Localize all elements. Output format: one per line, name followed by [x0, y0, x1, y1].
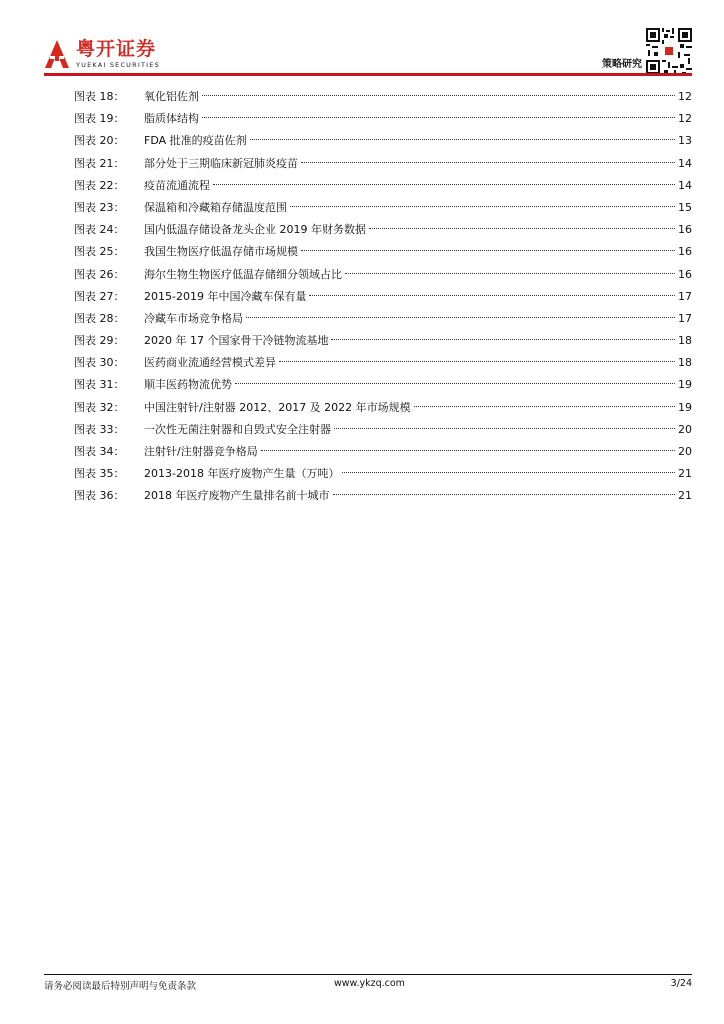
toc-entry-page: 21 [678, 467, 692, 481]
toc-entry[interactable] [74, 108, 692, 130]
toc-entry-label: 图表 26： [74, 267, 125, 281]
toc-entry-page: 16 [678, 223, 692, 237]
footer-disclaimer[interactable]: 请务必阅读最后特别声明与免责条款 [44, 981, 197, 992]
toc-entry[interactable] [74, 130, 692, 152]
toc-entry[interactable] [74, 352, 692, 374]
toc-entry-title: 我国生物医疗低温存储市场规模 [144, 245, 298, 259]
qr-code-icon [646, 28, 692, 74]
toc-entry-title: 疫苗流通流程 [144, 178, 210, 192]
toc-entry-page: 14 [678, 156, 692, 170]
toc-leader [334, 428, 675, 429]
toc-leader [202, 95, 675, 96]
toc-entry[interactable] [74, 419, 692, 441]
toc-entry-label: 图表 19： [74, 112, 125, 126]
toc-entry[interactable] [74, 264, 692, 286]
toc-leader [309, 295, 675, 296]
toc-entry-page: 19 [678, 400, 692, 414]
toc-entry-title: 2020 年 17 个国家骨干冷链物流基地 [144, 334, 329, 348]
toc-entry[interactable] [74, 397, 692, 419]
toc-entry-label: 图表 18： [74, 90, 125, 103]
toc-leader [331, 339, 675, 340]
toc-entry-page: 17 [678, 311, 692, 325]
toc-entry-label: 图表 23： [74, 200, 125, 214]
toc-entry-title: 保温箱和冷藏箱存储温度范围 [144, 200, 287, 214]
toc-entry-label: 图表 29： [74, 334, 125, 348]
toc-entry-title: 脂质体结构 [144, 112, 199, 126]
toc-entry-page: 12 [678, 90, 692, 103]
toc-entry-title: 2013-2018 年医疗废物产生量（万吨） [144, 467, 340, 481]
toc-entry[interactable] [74, 441, 692, 463]
toc-entry-label: 图表 20： [74, 134, 125, 148]
toc-leader [250, 139, 675, 140]
toc-entry-label: 图表 36： [74, 489, 125, 503]
toc-entry-title: 2015-2019 年中国冷藏车保有量 [144, 289, 307, 303]
toc-entry-label: 图表 30： [74, 356, 125, 370]
toc-entry[interactable] [74, 374, 692, 396]
toc-entry-label: 图表 24： [74, 223, 125, 237]
toc-entry-page: 16 [678, 267, 692, 281]
toc-leader [235, 383, 675, 384]
toc-leader [414, 406, 675, 407]
figure-index-list [74, 86, 692, 508]
logo-name-en: YUEKAI SECURITIES [76, 61, 160, 69]
toc-entry[interactable] [74, 308, 692, 330]
toc-entry-title: 中国注射针/注射器 2012、2017 及 2022 年市场规模 [144, 400, 411, 414]
toc-leader [369, 228, 675, 229]
toc-entry[interactable] [74, 153, 692, 175]
toc-leader [290, 206, 675, 207]
toc-leader [202, 117, 675, 118]
toc-entry-page: 13 [678, 134, 692, 148]
toc-entry-title: 海尔生物生物医疗低温存储细分领域占比 [144, 267, 342, 281]
toc-entry[interactable] [74, 241, 692, 263]
toc-entry-page: 14 [678, 178, 692, 192]
toc-entry-page: 18 [678, 334, 692, 348]
toc-entry-page: 16 [678, 245, 692, 259]
page-number: 3/24 [670, 978, 692, 989]
toc-entry-title: FDA 批准的疫苗佐剂 [144, 134, 247, 148]
toc-leader [279, 361, 675, 362]
toc-entry-page: 21 [678, 489, 692, 503]
toc-entry-label: 图表 33： [74, 422, 125, 436]
toc-entry[interactable] [74, 330, 692, 352]
footer-website-link[interactable]: www.ykzq.com [334, 978, 405, 989]
toc-entry[interactable] [74, 197, 692, 219]
toc-entry-title: 部分处于三期临床新冠肺炎疫苗 [144, 156, 298, 170]
toc-entry[interactable] [74, 286, 692, 308]
report-type-label: 策略研究 [602, 59, 642, 70]
logo-mark-icon [44, 39, 70, 69]
toc-leader [301, 250, 675, 251]
toc-entry-page: 20 [678, 422, 692, 436]
toc-entry-label: 图表 22： [74, 178, 125, 192]
toc-entry-page: 15 [678, 200, 692, 214]
toc-leader [213, 184, 675, 185]
toc-entry-page: 20 [678, 445, 692, 458]
toc-entry-title: 注射针/注射器竞争格局 [144, 445, 258, 458]
toc-entry-page: 17 [678, 289, 692, 303]
toc-entry-label: 图表 31： [74, 378, 125, 392]
toc-entry-title: 国内低温存储设备龙头企业 2019 年财务数据 [144, 223, 366, 237]
toc-entry-title: 冷藏车市场竞争格局 [144, 311, 243, 325]
header-divider [44, 73, 692, 76]
company-logo [44, 36, 160, 72]
toc-entry-page: 19 [678, 378, 692, 392]
toc-entry[interactable] [74, 219, 692, 241]
logo-name-cn: 粤开证券 [76, 38, 157, 60]
toc-leader [342, 472, 675, 473]
toc-entry-page: 12 [678, 112, 692, 126]
toc-leader [333, 494, 676, 495]
toc-entry-label: 图表 32： [74, 400, 125, 414]
toc-entry-label: 图表 25： [74, 245, 125, 259]
toc-leader [261, 450, 675, 451]
page-header [44, 18, 692, 80]
toc-entry-label: 图表 34： [74, 445, 125, 458]
toc-entry[interactable] [74, 175, 692, 197]
toc-entry-title: 一次性无菌注射器和自毁式安全注射器 [144, 422, 331, 436]
toc-entry-title: 医药商业流通经营模式差异 [144, 356, 276, 370]
toc-entry-label: 图表 28： [74, 311, 125, 325]
toc-entry-title: 顺丰医药物流优势 [144, 378, 232, 392]
toc-entry[interactable] [74, 86, 692, 108]
toc-entry-title: 氧化铝佐剂 [144, 90, 199, 103]
toc-entry-label: 图表 27： [74, 289, 125, 303]
footer-divider [44, 974, 692, 975]
toc-entry-label: 图表 21： [74, 156, 125, 170]
toc-leader [301, 162, 675, 163]
page-footer [44, 978, 692, 992]
toc-leader [246, 317, 675, 318]
toc-leader [345, 273, 675, 274]
toc-entry[interactable] [74, 485, 692, 507]
toc-entry-page: 18 [678, 356, 692, 370]
toc-entry[interactable] [74, 463, 692, 485]
toc-entry-label: 图表 35： [74, 467, 125, 481]
toc-entry-title: 2018 年医疗废物产生量排名前十城市 [144, 489, 330, 503]
